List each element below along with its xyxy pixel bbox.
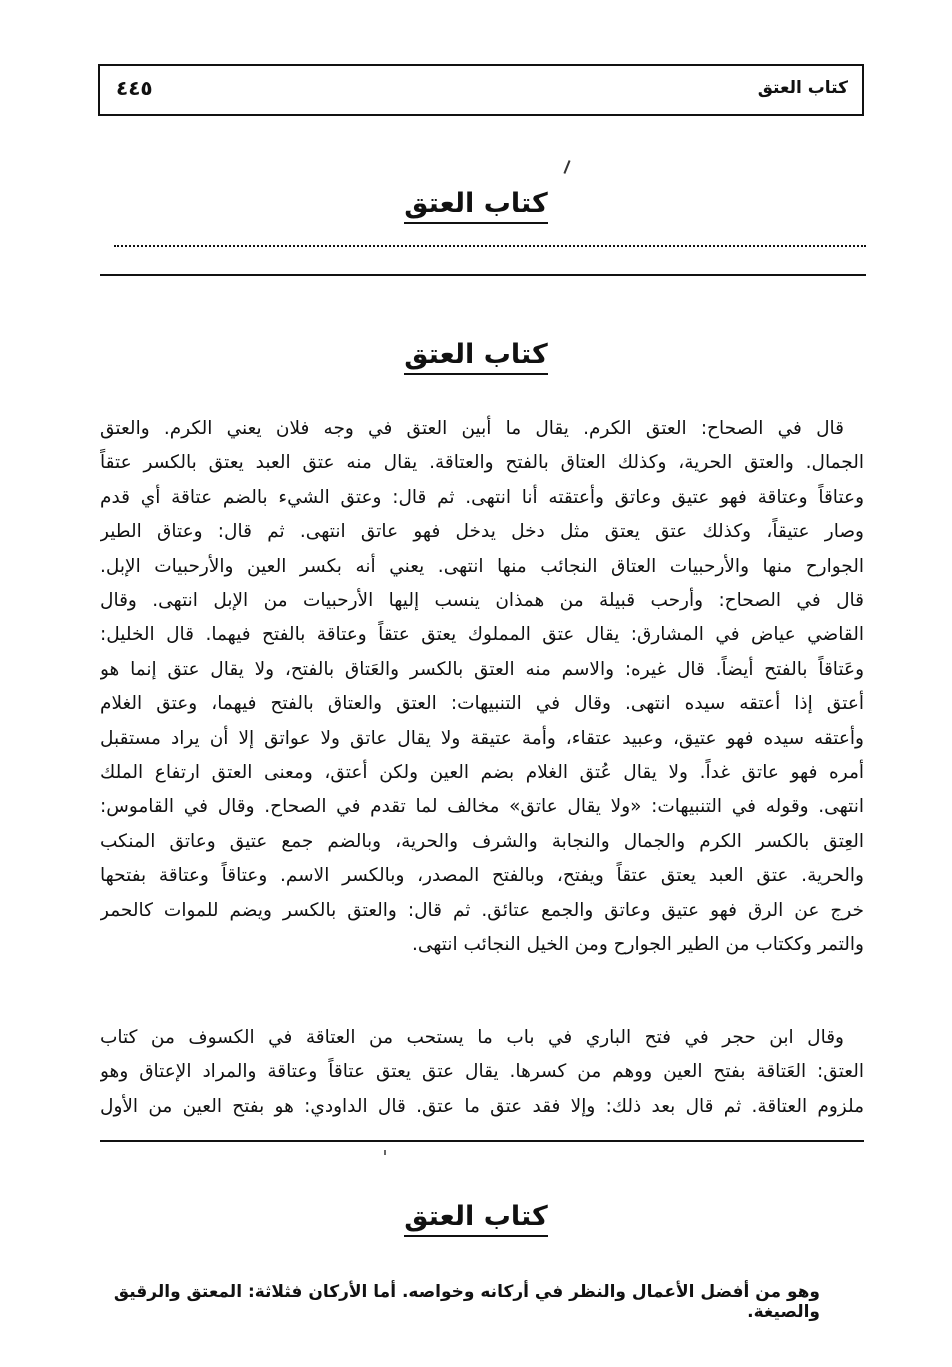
- text-line: وعَتاقاً بالفتح أيضاً. قال غيره: والاسم منه العتق بالكسر والعَتاق بالفتح، ولا يقال عتق إنما هو: [100, 658, 864, 680]
- text-line: قال في الصحاح: وأرحب قبيلة من همذان ينسب إليها الأرحبيات من الإبل انتهى. وقال: [100, 590, 864, 612]
- text-line: خرج عن الرق فهو عتيق وعاتق والجمع عتائق. ثم قال: والعتق بالكسر ويضم للموات كالحمر: [100, 899, 864, 921]
- section-heading: كتاب العتق: [404, 339, 547, 375]
- running-header-title: كتاب العتق: [757, 78, 848, 98]
- section-title-2: [0, 339, 952, 370]
- text-line: قال في الصحاح: العتق الكرم. يقال ما أبين العتق في وجه فلان يعني الكرم. والعتق: [100, 418, 844, 439]
- final-paragraph: وهو من أفضل الأعمال والنظر في أركانه وخواصه. أما الأركان فثلاثة: المعتق والرقيق والصيغة.: [113, 1282, 820, 1322]
- text-line: وأعتقه سيده فهو عتيق، وعبيد عتقاء، وأمة عتيقة ولا يقال عاتق ولا عواتق إلا أن يراد مستقبل: [100, 727, 864, 749]
- section-title-3: [0, 1201, 952, 1232]
- text-line: والحرية. عتق العبد يعتق عتقاً ويفتح، وبالفتح المصدر، وبالكسر الاسم. وعتاقاً وعتاقة بفتحها: [100, 865, 864, 887]
- paragraph-2: [100, 1021, 864, 1124]
- text-line: ملزوم العتاقة. ثم قال بعد ذلك: وإلا فقد عتق ما عتق. قال الداودي: هو بفتح العين من الأول: [100, 1095, 864, 1117]
- text-line: الجمال. والعتق الحرية، وكذلك العتاق بالفتح والعتاقة. يقال منه عتق العبد يعتق بالكسر عتقاً: [100, 452, 864, 474]
- page-number: ٤٤٥: [116, 76, 153, 100]
- text-line: العتق: العَتاقة بفتح العين ووهم من كسرها. يقال عتق يعتق عتاقاً وعتاقة والمراد الإعتاق وهو: [100, 1061, 864, 1083]
- text-line: وقال ابن حجر في فتح الباري في باب ما يستحب من العتاقة في الكسوف من كتاب: [100, 1027, 844, 1048]
- stray-dot-mark: [384, 1150, 386, 1155]
- text-line: أعتق إذا أعتقه سيده انتهى. وقال في التنبيهات: العتق والعتاق بالفتح فيهما، وعتق الغلام: [100, 693, 864, 715]
- separator-rule-2: [100, 1140, 864, 1142]
- stray-pen-mark: [563, 160, 570, 174]
- text-line: انتهى. وقوله في التنبيهات: «ولا يقال عاتق» مخالف لما تقدم في الصحاح. وقال في القاموس:: [100, 796, 864, 818]
- text-line: العِتق بالكسر الكرم والجمال والنجابة والشرف والحرية، وبالضم جمع عتيق وعاتق المنكب: [100, 830, 864, 852]
- separator-rule-1: [100, 274, 866, 276]
- paragraph-1: [100, 412, 864, 963]
- section-heading: كتاب العتق: [404, 188, 547, 224]
- text-line: القاضي عياض في المشارق: يقال عتق المملوك يعتق عتقاً وعتاقة بالفتح فيهما. قال الخليل:: [100, 624, 864, 646]
- running-header: [98, 64, 864, 116]
- text-line: أمره فهو عاتق غداً. ولا يقال عُتق الغلام بضم العين ولكن أعتق، ومعنى العتق ارتفاع الملك: [100, 762, 864, 784]
- section-title-1: [0, 188, 952, 219]
- text-line: وصار عتيقاً، وكذلك عتق يعتق مثل دخل يدخل فهو عاتق انتهى. ثم قال: وعتاق الطير: [100, 521, 864, 543]
- dotted-separator: [114, 245, 866, 247]
- text-line: وعتاقاً وعتاقة فهو عتيق وعاتق وأعتقته أنا انتهى. ثم قال: وعتق الشيء بالضم عتاقة أي قدم: [100, 486, 864, 508]
- section-heading: كتاب العتق: [404, 1201, 547, 1237]
- text-line: الجوارح منها والأرحبيات العتاق النجائب منها انتهى. يعني أنه بكسر العين والأرحبيات الإبل.: [100, 555, 864, 577]
- text-line: والتمر وككتاب من الطير الجوارح ومن الخيل النجائب انتهى.: [411, 934, 864, 956]
